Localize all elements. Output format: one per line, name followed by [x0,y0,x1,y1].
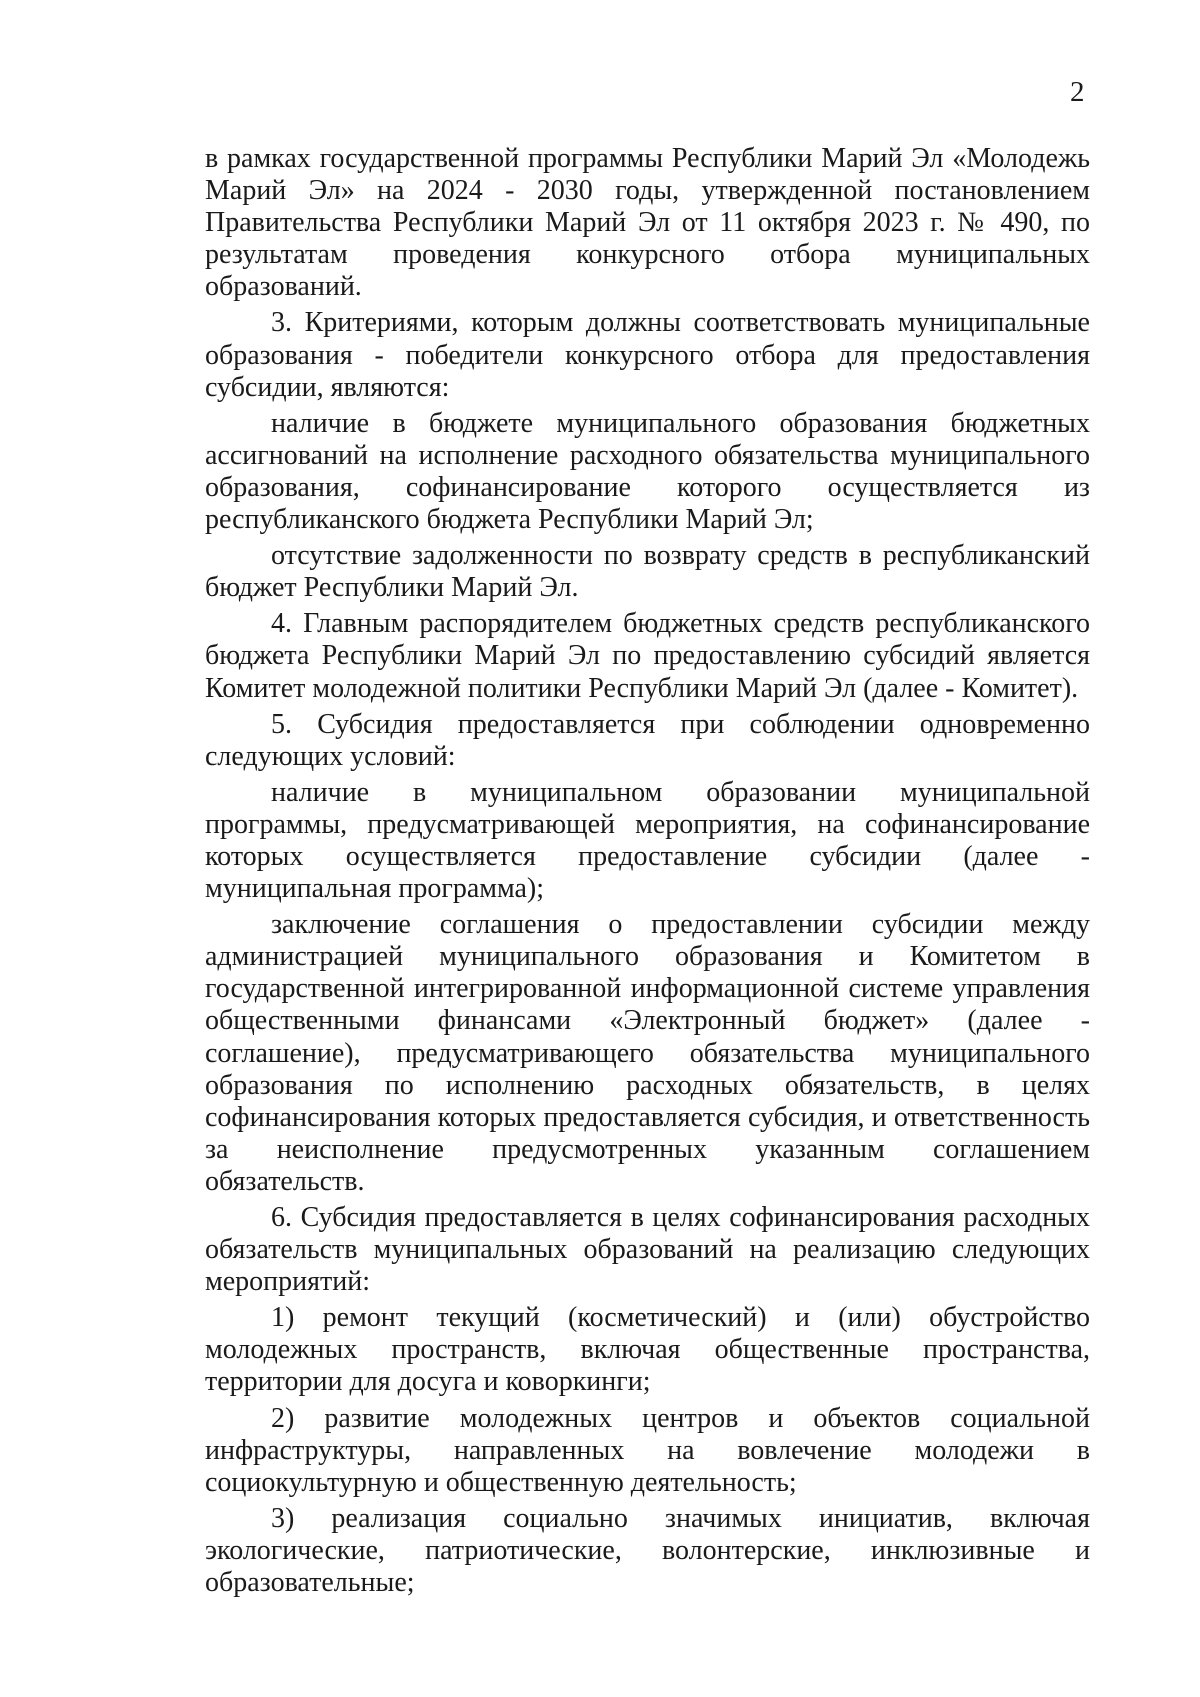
paragraph-program-reference: в рамках государственной программы Республики Марий Эл «Молодежь Марий Эл» на 2024 - 2030 годы, утвержденной постановлением Правительства Республики Марий Эл от 11 октября 2023 г. № 490, по результатам проведения конкурсного отбора муниципальных образований. [205,143,1090,303]
paragraph-purpose-2: 2) развитие молодежных центров и объектов социальной инфраструктуры, направленных на вовлечение молодежи в социокультурную и общественную деятельность; [205,1402,1090,1498]
paragraph-item-5-conditions: 5. Субсидия предоставляется при соблюдении одновременно следующих условий: [205,708,1090,772]
paragraph-item-6-purposes: 6. Субсидия предоставляется в целях софинансирования расходных обязательств муниципальных образований на реализацию следующих мероприятий: [205,1202,1090,1298]
paragraph-condition-program: наличие в муниципальном образовании муниципальной программы, предусматривающей мероприятия, на софинансирование которых осуществляется предоставление субсидии (далее - муниципальная программа); [205,776,1090,905]
page-number: 2 [1070,76,1085,108]
document-body [205,143,1090,1603]
paragraph-item-3-criteria: 3. Критериями, которым должны соответствовать муниципальные образования - победители конкурсного отбора для предоставления субсидии, являются: [205,307,1090,403]
paragraph-purpose-3: 3) реализация социально значимых инициатив, включая экологические, патриотические, волонтерские, инклюзивные и образовательные; [205,1502,1090,1599]
paragraph-condition-agreement: заключение соглашения о предоставлении субсидии между администрацией муниципального образования и Комитетом в государственной интегрированной информационной системе управления общественными финансами «Электронный бюджет» (далее - соглашение), предусматривающего обязательства муниципального образования по исполнению расходных обязательств, в целях софинансирования которых предоставляется субсидия, и ответственность за неисполнение предусмотренных указанным соглашением обязательств. [205,909,1090,1197]
paragraph-criterion-budget: наличие в бюджете муниципального образования бюджетных ассигнований на исполнение расходного обязательства муниципального образования, софинансирование которого осуществляется из республиканского бюджета Республики Марий Эл; [205,407,1090,536]
paragraph-item-4-committee: 4. Главным распорядителем бюджетных средств республиканского бюджета Республики Марий Эл по предоставлению субсидий является Комитет молодежной политики Республики Марий Эл (далее - Комитет). [205,608,1090,704]
paragraph-purpose-1: 1) ремонт текущий (косметический) и (или) обустройство молодежных пространств, включая общественные пространства, территории для досуга и коворкинги; [205,1302,1090,1398]
paragraph-criterion-no-debt: отсутствие задолженности по возврату средств в республиканский бюджет Республики Марий Эл. [205,540,1090,604]
